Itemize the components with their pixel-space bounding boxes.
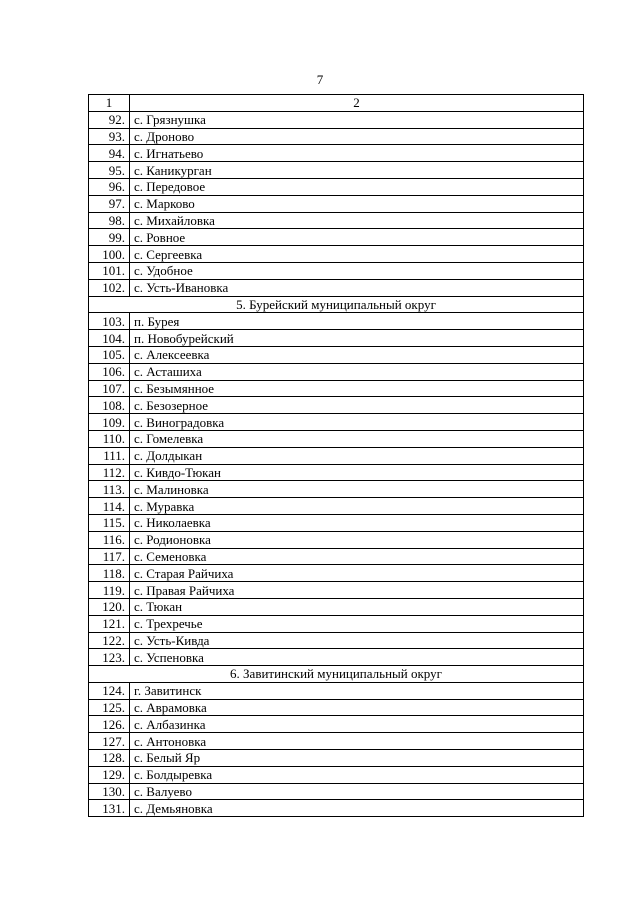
row-number: 101. xyxy=(89,262,130,279)
settlements-table xyxy=(88,94,584,817)
settlement-name: с. Гомелевка xyxy=(130,430,584,447)
settlement-name: с. Малиновка xyxy=(130,481,584,498)
table-row xyxy=(89,246,584,263)
column-header-number: 1 xyxy=(89,95,130,112)
table-row xyxy=(89,212,584,229)
row-number: 126. xyxy=(89,716,130,733)
settlement-name: с. Марково xyxy=(130,195,584,212)
settlement-name: с. Николаевка xyxy=(130,514,584,531)
table-row xyxy=(89,632,584,649)
row-number: 127. xyxy=(89,733,130,750)
row-number: 100. xyxy=(89,246,130,263)
table-row xyxy=(89,128,584,145)
table-row xyxy=(89,414,584,431)
settlements-table-body xyxy=(89,95,584,817)
settlement-name: с. Трехречье xyxy=(130,615,584,632)
table-row xyxy=(89,464,584,481)
settlement-name: с. Албазинка xyxy=(130,716,584,733)
row-number: 108. xyxy=(89,397,130,414)
row-number: 129. xyxy=(89,766,130,783)
table-row xyxy=(89,548,584,565)
table-header-row xyxy=(89,95,584,112)
settlement-name: с. Семеновка xyxy=(130,548,584,565)
table-row xyxy=(89,733,584,750)
row-number: 110. xyxy=(89,430,130,447)
row-number: 99. xyxy=(89,229,130,246)
row-number: 113. xyxy=(89,481,130,498)
settlement-name: г. Завитинск xyxy=(130,682,584,699)
row-number: 115. xyxy=(89,514,130,531)
table-row xyxy=(89,514,584,531)
settlement-name: с. Болдыревка xyxy=(130,766,584,783)
row-number: 120. xyxy=(89,598,130,615)
table-row xyxy=(89,716,584,733)
row-number: 103. xyxy=(89,313,130,330)
row-number: 119. xyxy=(89,582,130,599)
row-number: 107. xyxy=(89,380,130,397)
row-number: 94. xyxy=(89,145,130,162)
settlement-name: с. Безозерное xyxy=(130,397,584,414)
settlement-name: с. Алексеевка xyxy=(130,346,584,363)
settlement-name: с. Правая Райчиха xyxy=(130,582,584,599)
row-number: 118. xyxy=(89,565,130,582)
row-number: 95. xyxy=(89,162,130,179)
row-number: 112. xyxy=(89,464,130,481)
row-number: 131. xyxy=(89,800,130,817)
settlement-name: с. Кивдо-Тюкан xyxy=(130,464,584,481)
table-row xyxy=(89,313,584,330)
section-header-row xyxy=(89,666,584,683)
table-row xyxy=(89,783,584,800)
row-number: 98. xyxy=(89,212,130,229)
table-row xyxy=(89,531,584,548)
row-number: 92. xyxy=(89,111,130,128)
row-number: 93. xyxy=(89,128,130,145)
table-row xyxy=(89,481,584,498)
settlement-name: с. Старая Райчиха xyxy=(130,565,584,582)
settlement-name: с. Каникурган xyxy=(130,162,584,179)
settlement-name: с. Удобное xyxy=(130,262,584,279)
row-number: 96. xyxy=(89,178,130,195)
settlement-name: п. Новобурейский xyxy=(130,330,584,347)
row-number: 122. xyxy=(89,632,130,649)
table-row xyxy=(89,800,584,817)
table-row xyxy=(89,262,584,279)
row-number: 116. xyxy=(89,531,130,548)
settlement-name: с. Аврамовка xyxy=(130,699,584,716)
table-row xyxy=(89,178,584,195)
table-row xyxy=(89,397,584,414)
row-number: 128. xyxy=(89,750,130,767)
settlement-name: с. Муравка xyxy=(130,498,584,515)
row-number: 121. xyxy=(89,615,130,632)
table-row xyxy=(89,565,584,582)
settlement-name: с. Передовое xyxy=(130,178,584,195)
row-number: 114. xyxy=(89,498,130,515)
table-row xyxy=(89,615,584,632)
section-title: 6. Завитинский муниципальный округ xyxy=(89,666,584,683)
table-row xyxy=(89,766,584,783)
table-row xyxy=(89,649,584,666)
settlement-name: с. Безымянное xyxy=(130,380,584,397)
page-number: 7 xyxy=(316,72,324,87)
settlement-name: с. Дроново xyxy=(130,128,584,145)
row-number: 124. xyxy=(89,682,130,699)
table-row xyxy=(89,111,584,128)
table-row xyxy=(89,430,584,447)
row-number: 105. xyxy=(89,346,130,363)
settlement-name: с. Тюкан xyxy=(130,598,584,615)
table-row xyxy=(89,346,584,363)
settlement-name: с. Долдыкан xyxy=(130,447,584,464)
table-row xyxy=(89,363,584,380)
row-number: 117. xyxy=(89,548,130,565)
table-row xyxy=(89,162,584,179)
settlement-name: с. Успеновка xyxy=(130,649,584,666)
row-number: 111. xyxy=(89,447,130,464)
table-row xyxy=(89,598,584,615)
row-number: 123. xyxy=(89,649,130,666)
table-row xyxy=(89,682,584,699)
table-row xyxy=(89,145,584,162)
table-row xyxy=(89,330,584,347)
settlement-name: с. Демьяновка xyxy=(130,800,584,817)
settlement-name: с. Михайловка xyxy=(130,212,584,229)
row-number: 130. xyxy=(89,783,130,800)
settlement-name: с. Сергеевка xyxy=(130,246,584,263)
table-row xyxy=(89,380,584,397)
settlement-name: с. Валуево xyxy=(130,783,584,800)
table-row xyxy=(89,750,584,767)
settlement-name: с. Грязнушка xyxy=(130,111,584,128)
table-row xyxy=(89,699,584,716)
row-number: 104. xyxy=(89,330,130,347)
section-title: 5. Бурейский муниципальный округ xyxy=(89,296,584,313)
table-row xyxy=(89,195,584,212)
settlement-name: с. Усть-Ивановка xyxy=(130,279,584,296)
settlement-name: с. Белый Яр xyxy=(130,750,584,767)
settlement-name: с. Виноградовка xyxy=(130,414,584,431)
settlement-name: с. Родионовка xyxy=(130,531,584,548)
row-number: 97. xyxy=(89,195,130,212)
row-number: 106. xyxy=(89,363,130,380)
section-header-row xyxy=(89,296,584,313)
row-number: 125. xyxy=(89,699,130,716)
row-number: 102. xyxy=(89,279,130,296)
settlement-name: с. Асташиха xyxy=(130,363,584,380)
table-row xyxy=(89,279,584,296)
settlement-name: с. Ровное xyxy=(130,229,584,246)
settlement-name: п. Бурея xyxy=(130,313,584,330)
column-header-name: 2 xyxy=(130,95,584,112)
table-row xyxy=(89,498,584,515)
table-row xyxy=(89,229,584,246)
row-number: 109. xyxy=(89,414,130,431)
table-row xyxy=(89,582,584,599)
settlement-name: с. Антоновка xyxy=(130,733,584,750)
settlement-name: с. Усть-Кивда xyxy=(130,632,584,649)
table-row xyxy=(89,447,584,464)
settlement-name: с. Игнатьево xyxy=(130,145,584,162)
